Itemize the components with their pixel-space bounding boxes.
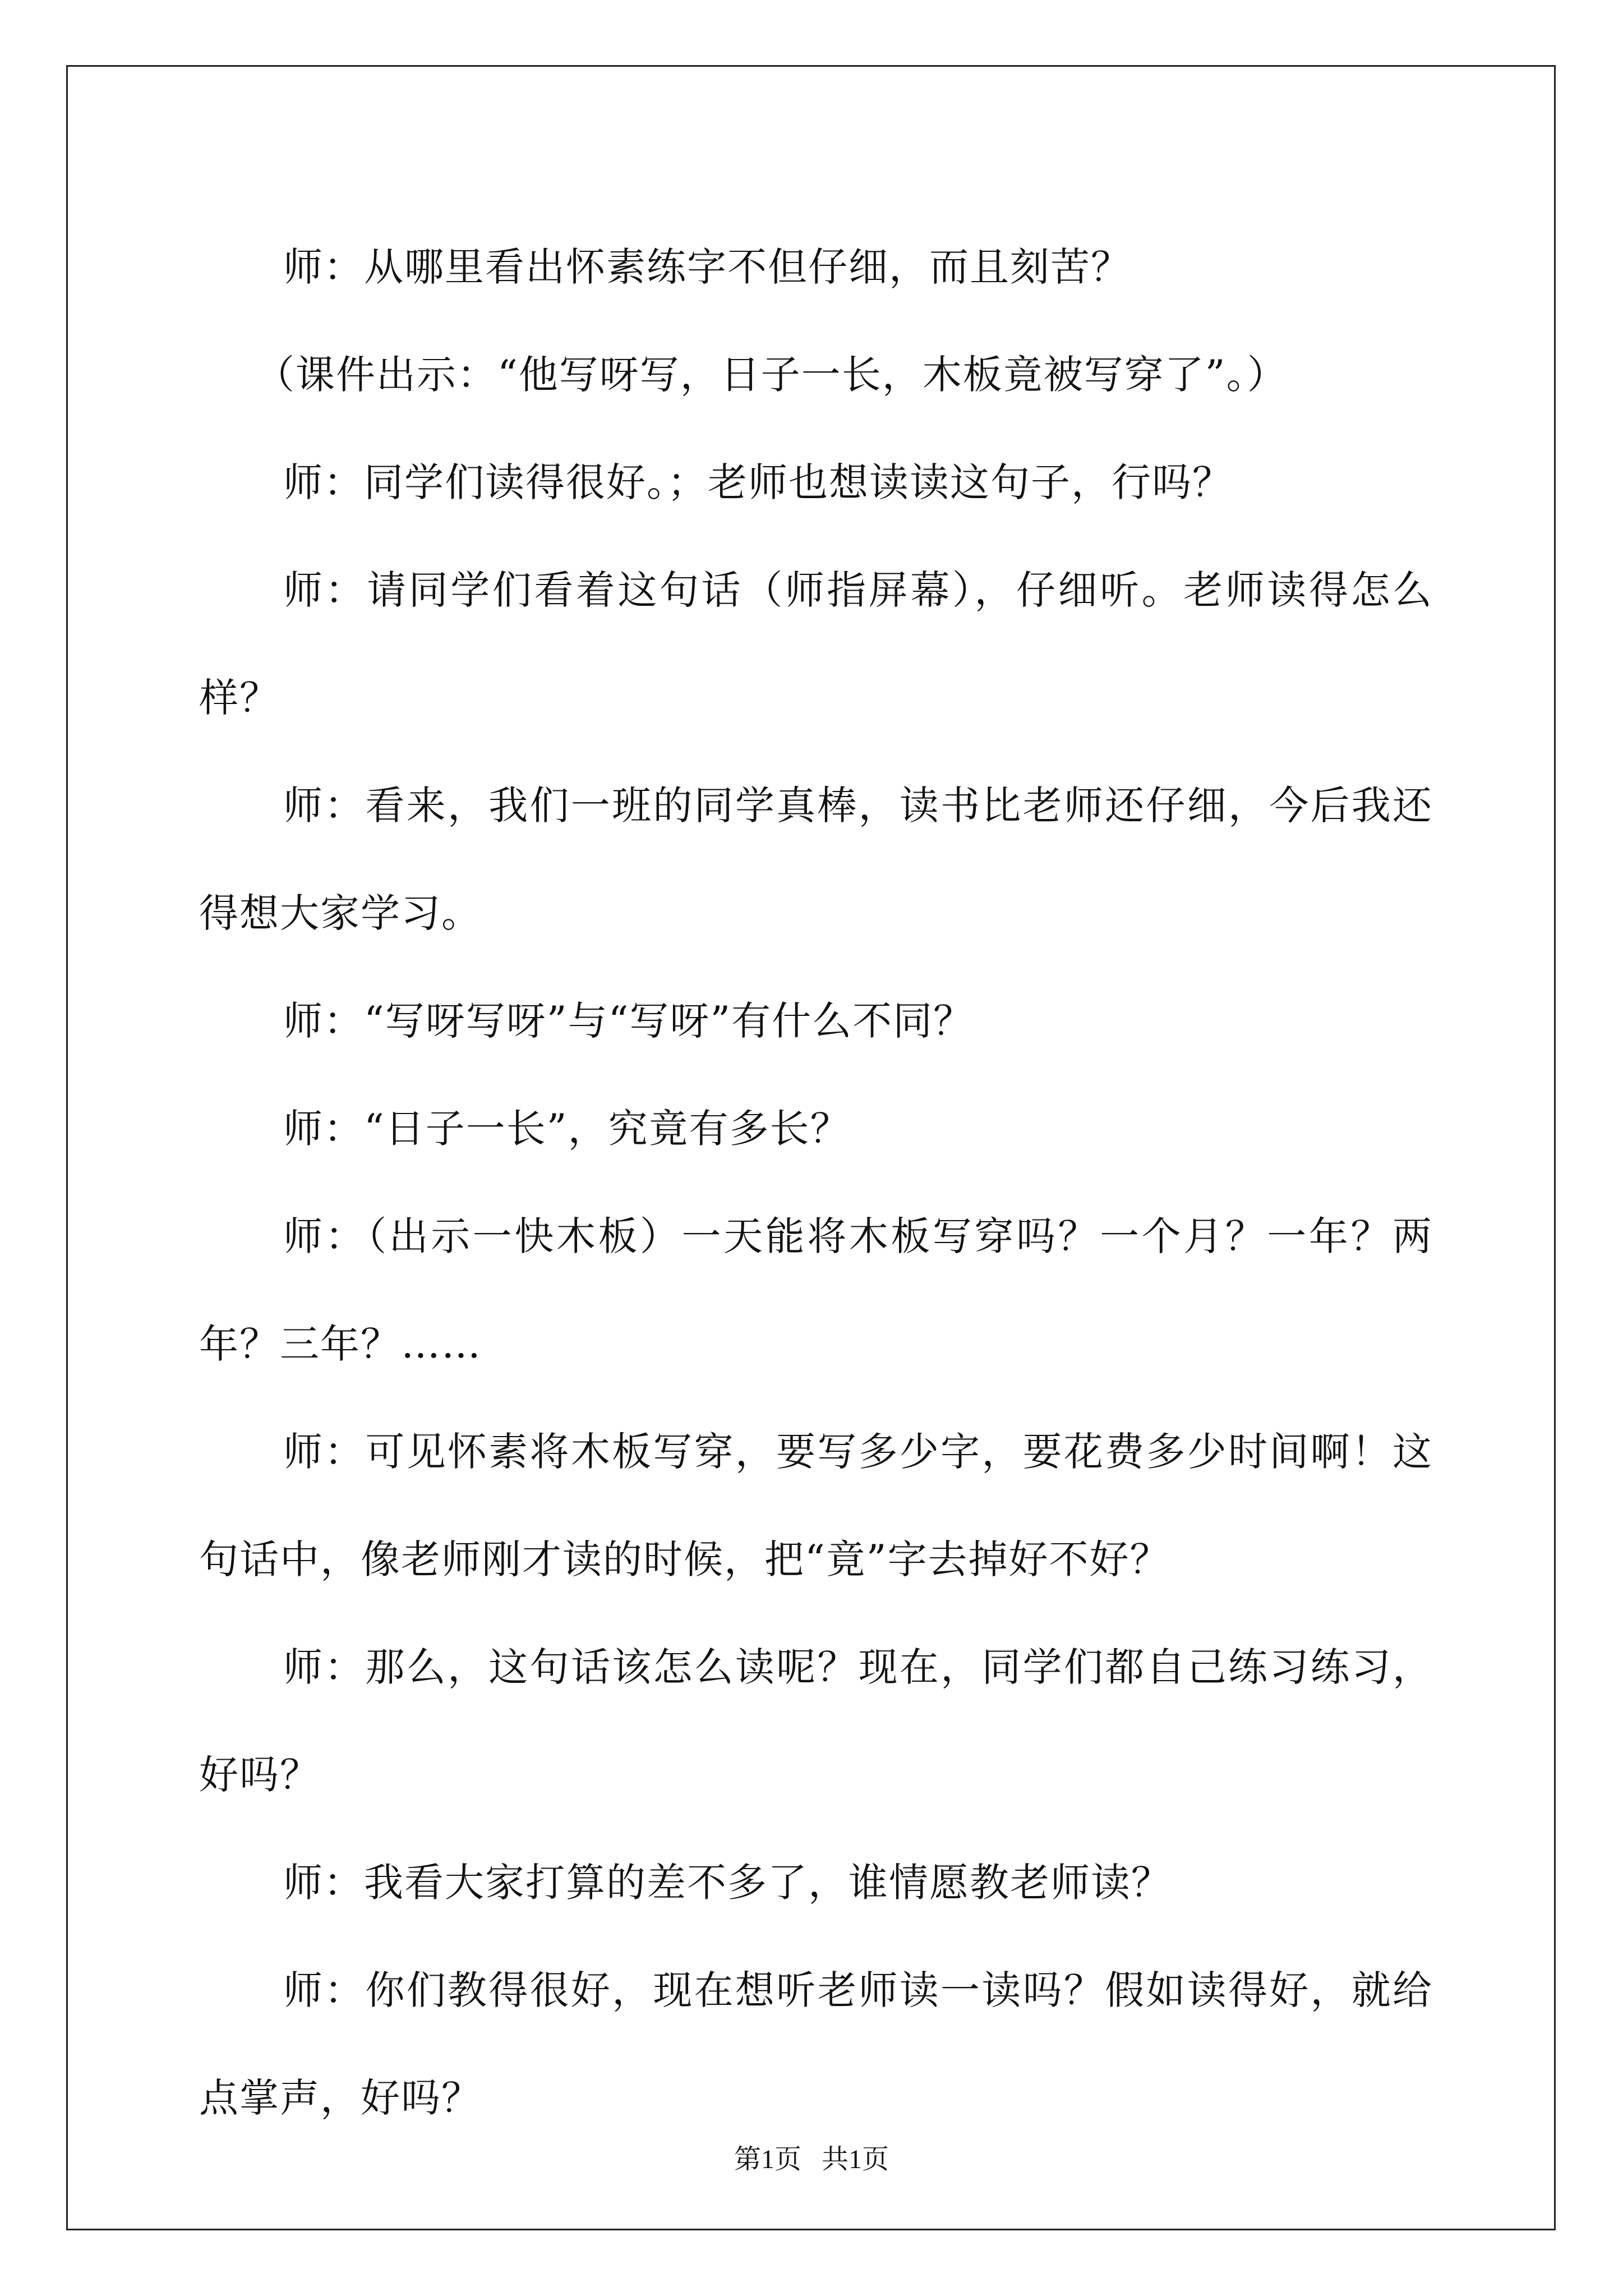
document-body bbox=[199, 213, 1433, 2152]
paragraph: 师：请同学们看着这句话（师指屏幕），仔细听。老师读得怎么样？ bbox=[199, 567, 1433, 721]
paragraph: （课件出示：“他写呀写，日子一长，木板竟被写穿了”。） bbox=[255, 352, 1288, 398]
paragraph: 师：那么，这句话该怎么读呢？现在，同学们都自己练习练习，好吗？ bbox=[199, 1644, 1433, 1798]
page-footer bbox=[0, 2137, 1623, 2176]
paragraph: 师：你们教得很好，现在想听老师读一读吗？假如读得好，就给点掌声，好吗？ bbox=[199, 1967, 1433, 2121]
paragraph: 师：“日子一长”，究竟有多长？ bbox=[283, 1106, 851, 1152]
paragraph: 师：同学们读得很好。；老师也想读读这句子，行吗？ bbox=[283, 459, 1233, 505]
paragraph: 师：（出示一快木板）一天能将木板写穿吗？一个月？一年？两年？三年？…… bbox=[199, 1213, 1433, 1367]
paragraph: 师：看来，我们一班的同学真棒，读书比老师还仔细，今后我还得想大家学习。 bbox=[199, 783, 1433, 936]
paragraph: 师：“写呀写呀”与“写呀”有什么不同？ bbox=[283, 998, 974, 1044]
paragraph: 师：可见怀素将木板写穿，要写多少字，要花费多少时间啊！这句话中，像老师刚才读的时候，把“竟”字去掉好不好？ bbox=[199, 1429, 1433, 1582]
page-number: 第1页 bbox=[734, 2145, 801, 2174]
paragraph: 师：我看大家打算的差不多了，谁情愿教老师读？ bbox=[283, 1860, 1172, 1906]
page-total: 共1页 bbox=[822, 2145, 889, 2174]
paragraph: 师：从哪里看出怀素练字不但仔细，而且刻苦？ bbox=[283, 244, 1131, 290]
